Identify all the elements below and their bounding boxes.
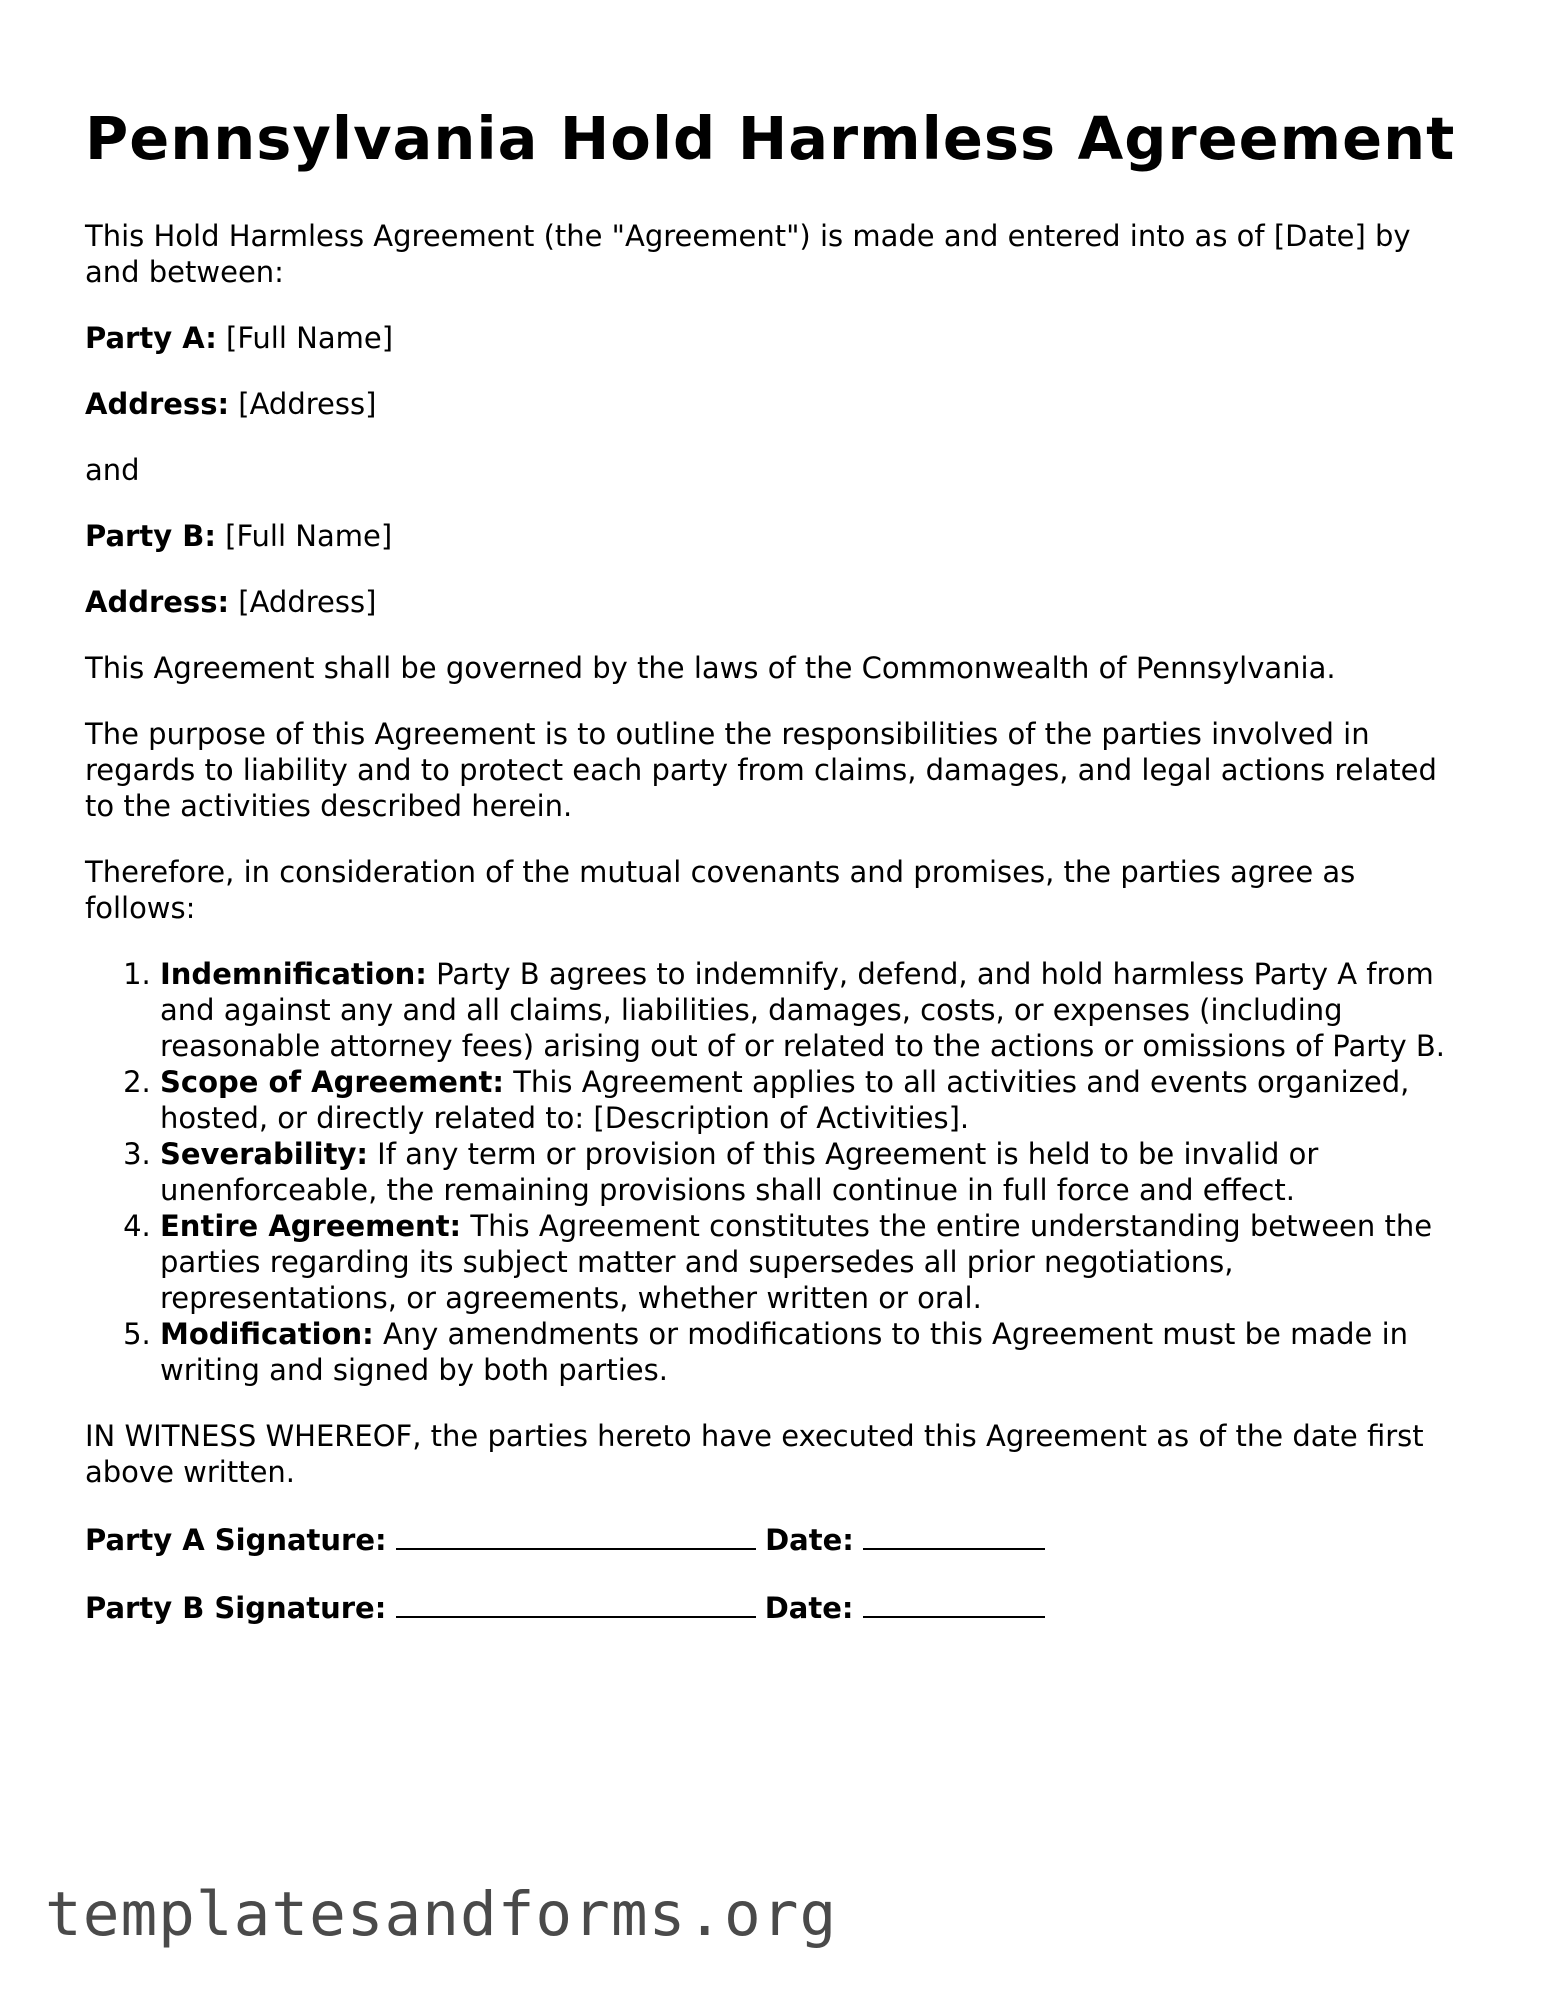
intro-paragraph: This Hold Harmless Agreement (the "Agreement") is made and entered into as of [Date] by and between: bbox=[85, 219, 1411, 289]
party-a-signature-label: Party A Signature: bbox=[85, 1523, 387, 1557]
party-a-address-label: Address: bbox=[85, 387, 230, 421]
page-title: Pennsylvania Hold Harmless Agreement bbox=[85, 104, 1456, 173]
party-b-value: [Full Name] bbox=[225, 519, 393, 553]
term-label: Severability: bbox=[160, 1137, 368, 1171]
party-b-signature-field[interactable] bbox=[396, 1588, 756, 1618]
term-text: This Agreement constitutes the entire understanding between the parties regarding its subject matter and supersedes all prior negotiations, representations, or agreements, whether written or oral. bbox=[160, 1209, 1433, 1315]
party-a-label: Party A: bbox=[85, 321, 217, 355]
document-page bbox=[85, 104, 1465, 1656]
term-item-entire-agreement bbox=[160, 1208, 1465, 1316]
term-item-scope bbox=[160, 1064, 1465, 1136]
term-text: Any amendments or modifications to this Agreement must be made in writing and signed by both parties. bbox=[160, 1317, 1409, 1387]
term-label: Scope of Agreement: bbox=[160, 1065, 504, 1099]
conjunction-text: and bbox=[85, 453, 140, 487]
term-text: If any term or provision of this Agreement is held to be invalid or unenforceable, the remaining provisions shall continue in full force and effect. bbox=[160, 1137, 1319, 1207]
term-text: Party B agrees to indemnify, defend, and hold harmless Party A from and against any and all claims, liabilities, damages, costs, or expenses (including reasonable attorney fees) arising out of or related to the actions or omissions of Party B. bbox=[160, 957, 1446, 1063]
party-b-address-value: [Address] bbox=[238, 585, 377, 619]
party-b-line bbox=[85, 518, 1465, 554]
terms-list bbox=[85, 956, 1465, 1388]
party-a-value: [Full Name] bbox=[226, 321, 394, 355]
party-b-date-label: Date: bbox=[764, 1591, 854, 1625]
party-a-signature-field[interactable] bbox=[396, 1520, 756, 1550]
party-a-signature-line bbox=[85, 1520, 1465, 1558]
term-label: Entire Agreement: bbox=[160, 1209, 462, 1243]
party-b-signature-label: Party B Signature: bbox=[85, 1591, 387, 1625]
term-text: This Agreement applies to all activities and events organized, hosted, or directly related to: [Description of Activities]. bbox=[160, 1065, 1410, 1135]
witness-paragraph: IN WITNESS WHEREOF, the parties hereto have executed this Agreement as of the date first above written. bbox=[85, 1419, 1424, 1489]
party-a-date-label: Date: bbox=[765, 1523, 854, 1557]
party-b-signature-line bbox=[85, 1588, 1465, 1626]
term-item-indemnification bbox=[160, 956, 1465, 1064]
term-item-severability bbox=[160, 1136, 1465, 1208]
party-a-address-value: [Address] bbox=[238, 387, 377, 421]
party-a-line bbox=[85, 320, 1465, 356]
governing-law-paragraph: This Agreement shall be governed by the laws of the Commonwealth of Pennsylvania. bbox=[85, 651, 1336, 685]
party-a-address-line bbox=[85, 386, 1465, 422]
party-b-address-label: Address: bbox=[85, 585, 230, 619]
party-b-address-line bbox=[85, 584, 1465, 620]
party-a-date-field[interactable] bbox=[863, 1520, 1045, 1550]
purpose-paragraph: The purpose of this Agreement is to outline the responsibilities of the parties involved in regards to liability and to protect each party from claims, damages, and legal actions related to the activities described herein. bbox=[85, 717, 1437, 823]
party-b-label: Party B: bbox=[85, 519, 216, 553]
term-label: Indemnification: bbox=[160, 957, 427, 991]
term-item-modification bbox=[160, 1316, 1465, 1388]
party-b-date-field[interactable] bbox=[863, 1588, 1045, 1618]
consideration-paragraph: Therefore, in consideration of the mutual covenants and promises, the parties agree as follows: bbox=[85, 855, 1356, 925]
watermark: templatesandforms.org bbox=[45, 1879, 838, 1950]
term-label: Modification: bbox=[160, 1317, 374, 1351]
